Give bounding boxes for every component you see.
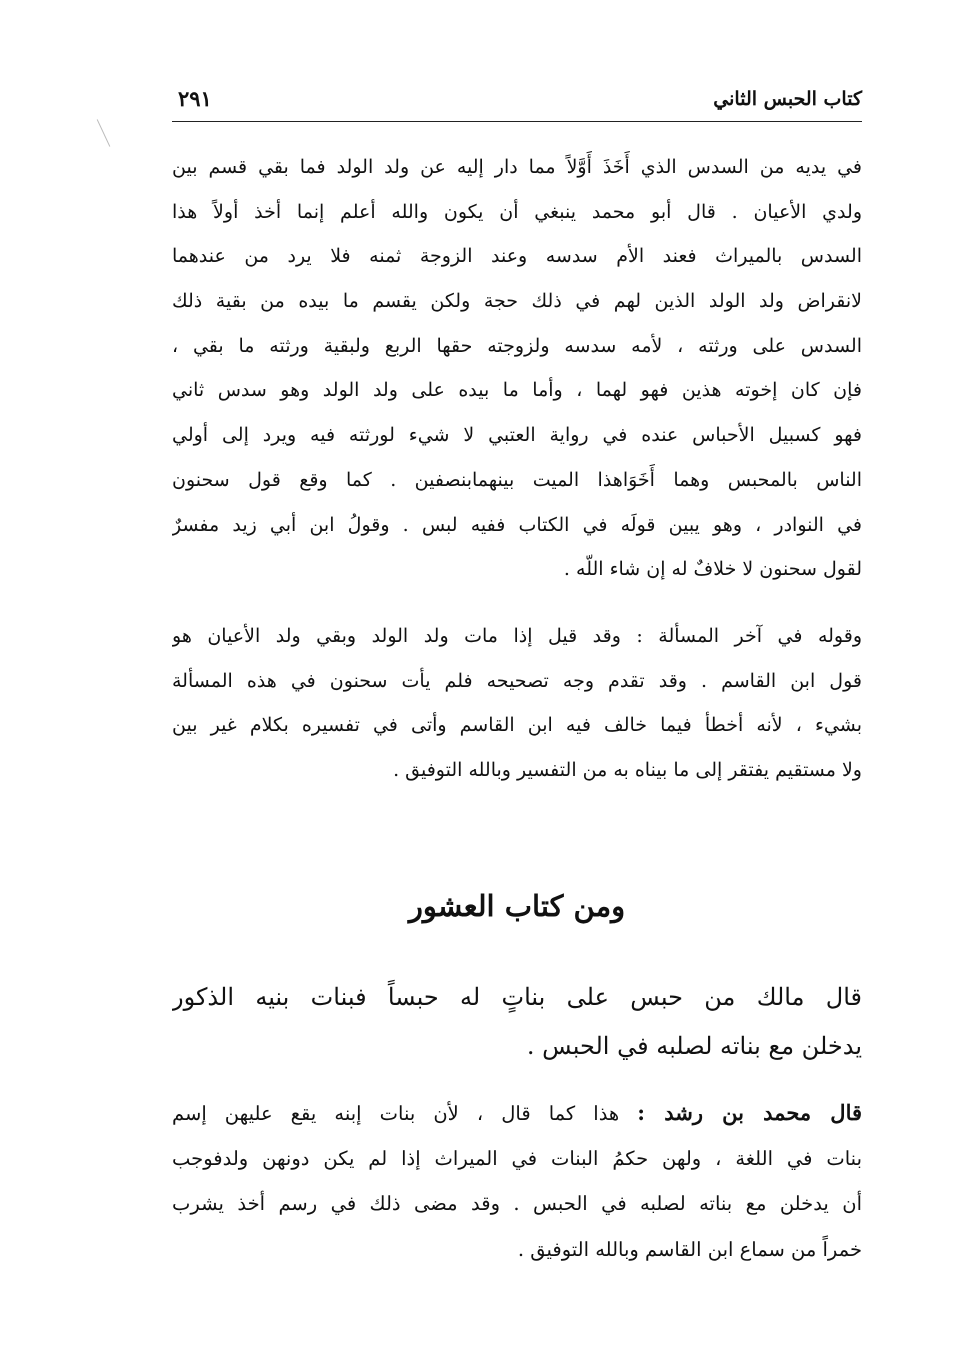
text-line: السدس على ورثته ، لأمه سدسه ولزوجته حقها الربع ولبقية ورثته ما بقي ، — [172, 334, 862, 357]
page-number: ٢٩١ — [178, 86, 212, 111]
paragraph-2 — [172, 614, 862, 793]
text-line: أن يدخلن مع بناته لصلبه في الحبس . وقد مضى ذلك في رسم أخذ يشرب — [172, 1192, 862, 1215]
text-line: ولا مستقيم يفتقر إلى ما بيناه به من التفسير وبالله التوفيق . — [393, 759, 862, 782]
running-header — [172, 82, 862, 120]
margin-mark — [97, 119, 111, 147]
text-line: الناس بالمحبس وهما أَخَوَاهذا الميت بينهمابنصفين . كما وقع قول سحنون — [172, 468, 862, 491]
section-heading: ومن كتاب العشور — [408, 889, 626, 923]
text-line: يدخلن مع بناته لصلبه في الحبس . — [526, 1032, 862, 1060]
text-span: هذا كما قال ، لأن بنات إبنه يقع عليهن إسم — [172, 1102, 638, 1125]
text-line: السدس بالميراث فعند الأم سدسه وعند الزوجة ثمنه فلا يرد من عندهما — [172, 245, 862, 268]
text-line: فإن كان إخوته هذين فهو لهما ، وأما ما بيده على ولد الولد وهو سدس ثاني — [172, 379, 862, 402]
text-line-with-speaker — [172, 1090, 862, 1136]
text-line: خمراً من سماع ابن القاسم وبالله التوفيق . — [517, 1237, 862, 1261]
text-line: قول ابن القاسم . وقد تقدم وجه تصحيحه فلم يأت سحنون في هذه المسألة — [172, 669, 862, 692]
speaker-label: قال محمد بن رشد : — [637, 1100, 862, 1125]
text-line: لقول سحنون لا خلافٌ له إن شاء اللّه . — [563, 558, 862, 581]
text-line: لانقراض ولد الولد الذين لهم في ذلك حجة ولكن يقسم ما بيده من بقية ذلك — [172, 290, 862, 313]
text-line: قال مالك من حبس على بناتٍ له حبساً فبنات بنيه الذكور — [172, 983, 862, 1011]
paragraph-1 — [172, 145, 862, 592]
text-line: ولدي الأعيان . قال أبو محمد ينبغي أن يكون والله أعلم إنما أخذ أولاً هذا — [172, 200, 862, 223]
running-title: كتاب الحبس الثاني — [713, 88, 862, 110]
paragraph-3 — [172, 973, 862, 1071]
text-line: بشيء ، لأنه أخطأ فيما خالف فيه ابن القاسم وأتى في تفسيره بكلام غير بين — [172, 714, 862, 737]
text-line: فهو كسبيل الأحباس عنده في رواية العتبي لا شيء لورثته فيه ويرد إلى أولي — [172, 424, 862, 447]
text-line: في يديه من السدس الذي أَخَذَ أَوَّلاً مما دار إليه عن ولد الولد فما بقي قسم بين — [172, 156, 862, 178]
text-line: في النوادر ، وهو يبين قولَه في الكتاب ففيه لبس . وقولُ ابن أبي زيد مفسرٌ — [172, 513, 862, 536]
text-line: وقوله في آخر المسألة : وقد قيل إذا مات ولد الولد وبقي ولد الأعيان هو — [172, 625, 862, 647]
paragraph-4 — [172, 1090, 862, 1272]
text-line: بنات في اللغة ، ولهن حكمُ البنات في الميراث إذا لم يكن دونهن ولدفوجب — [172, 1146, 862, 1170]
header-rule — [172, 121, 862, 122]
